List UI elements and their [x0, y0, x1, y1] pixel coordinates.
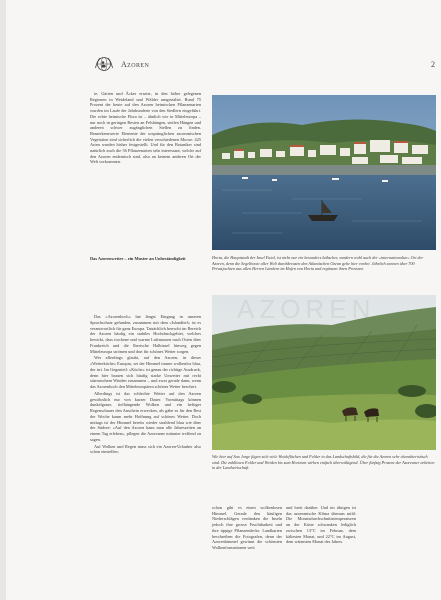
- watermark-text: AZOREN: [237, 294, 376, 324]
- paragraph: Wer allerdings glaubt, auf den Azoren, in dieser »Wetterküche« Europas, sei der Himmel immer wolkenlos blau, der irrt. Im Gegenteil: »Küche« ist genau der richtige Ausdruck, denn hier brauen sich häufig starke Unwetter mit recht stürmischem Winden zusammen – und zwar gerade dann, wenn das Azorenhoch den Mitteleuropäern schönes Wetter beschert.: [90, 355, 201, 389]
- paragraph: Das »Azorenhoch« hat längst Eingang in unseren Sprachschatz gefunden, zusammen mit dem »Islandtief« ist es verantwortlich für ganz Europa. Tatsächlich herrscht im Bereich der Azoren häufig ein stabiles Hochdruckgebiet, welches bewirkt, dass trockene und warme Luftmassen nach Osten über Frankreich und die Iberische Halbinsel hinweg gegen Mitteleuropa strömen und dort für schönes Wetter sorgen.: [90, 314, 201, 354]
- unicef-logo-icon: [94, 55, 114, 73]
- left-column-text-2: [90, 314, 201, 456]
- paragraph: Auf Wolken und Regen muss sich ein Azoren-Urlauber also schon einstellen;: [90, 443, 201, 455]
- harbor-photo-caption: Horta, die Hauptstadt der Insel Faial, ist nicht nur ein besonders hübscher, sondern wohl auch der »internationalste« Ort der Azoren, denn die Segelboote aller Welt durchkreuzen den Atlantischen Ozean gehe hier vorbei. Jährlich sonnen über 700 Privatjachten aus allen Herren Ländern im Hafen von Horta und ergänzen ihren Proviant.: [212, 255, 424, 272]
- bottom-column-2: und breit darüber. Und im übrigen ist das azoreanische Klima überaus mild: Die Monatsdurchschnittstemperaturen an der Küste schwanken lediglich zwischen 13°C im Februar, dem kältesten Monat, und 22°C im August, dem wärmsten Monat des Jahres.: [286, 505, 356, 545]
- section-heading: Das Azorenwetter – ein Muster an Unbeständigkeit: [90, 256, 186, 261]
- page-number: 2: [431, 60, 435, 69]
- harbor-photo: [212, 95, 436, 250]
- running-header-title: Azoren: [121, 60, 150, 69]
- left-column-text: [90, 91, 201, 167]
- paragraph: te, Gärten und Äcker ersetzt, in den höher gelegenen Regionen in Weideland und Wälder umgestaltet. Rund 75 Prozent der heute auf den Azoren heimischen Pflanzenarten wurden im Laufe der Jahrhunderte von den Siedlern eingeführt. Die echte heimische Flora ist – ähnlich wie in Mitteleuropa – nur noch in geringen Resten an Felshängen, steilen Hängen und anderen schwer zugänglichen Stellen zu finden. Bemerkenswerte Elemente der ursprünglichen azoreanischen Vegetation sind sicherlich die vielen verschiedenen Moose: 425 Arten wurden bisher festgestellt. Und für den Botaniker sind natürlich auch die 56 Pflanzenarten sehr interessant, welche auf den Azoren endemisch sind, also an keinem anderen Ort der Welt vorkommen.: [90, 91, 201, 165]
- page-edge-shadow: [0, 0, 6, 600]
- bottom-column-1: schon gibt es einen wolkenlosen Himmel. Gerade den häufigen Niederschlägen verdanken die Inseln jedoch ihre grosse Fruchtbarkeit und ihre üppige Pflanzendecke. Landkarten beschreiben die Fotografen, denn der Azorenhimmel gewinnt die schönsten Wolkenformationen weit: [212, 505, 282, 550]
- paragraph: Allerdings ist das schlechte Wetter auf den Azoren gewöhnlich nur von kurzer Dauer. Vormittags können dunkelgraue, tiefhängende Wolken und ein heftiger Regenschauer den Anschein erwecken, als gäbe es für den Rest der Woche kaum mehr Hoffnung auf schönes Wetter. Doch mittags ist der Himmel bereits wieder strahlend blau wie über der Südsee: »Auf den Azoren kann man alle Jahreszeiten an einem Tag erleben«, pflegen die Azoreaner mitunter treffend zu sagen.: [90, 390, 201, 442]
- fields-photo-caption: Wie hier auf Sao Jorge fügen sich viele Weideflächen und Felder in das Landschaftsbild, die für die Azoren sehr charakteristisch sind. Die zahllosen Felder und Weiden bis zum Horizont wirken einfach überwältigend. Über fünfzig Prozent der Azoreaner arbeiten in der Landwirtschaft.: [212, 454, 435, 471]
